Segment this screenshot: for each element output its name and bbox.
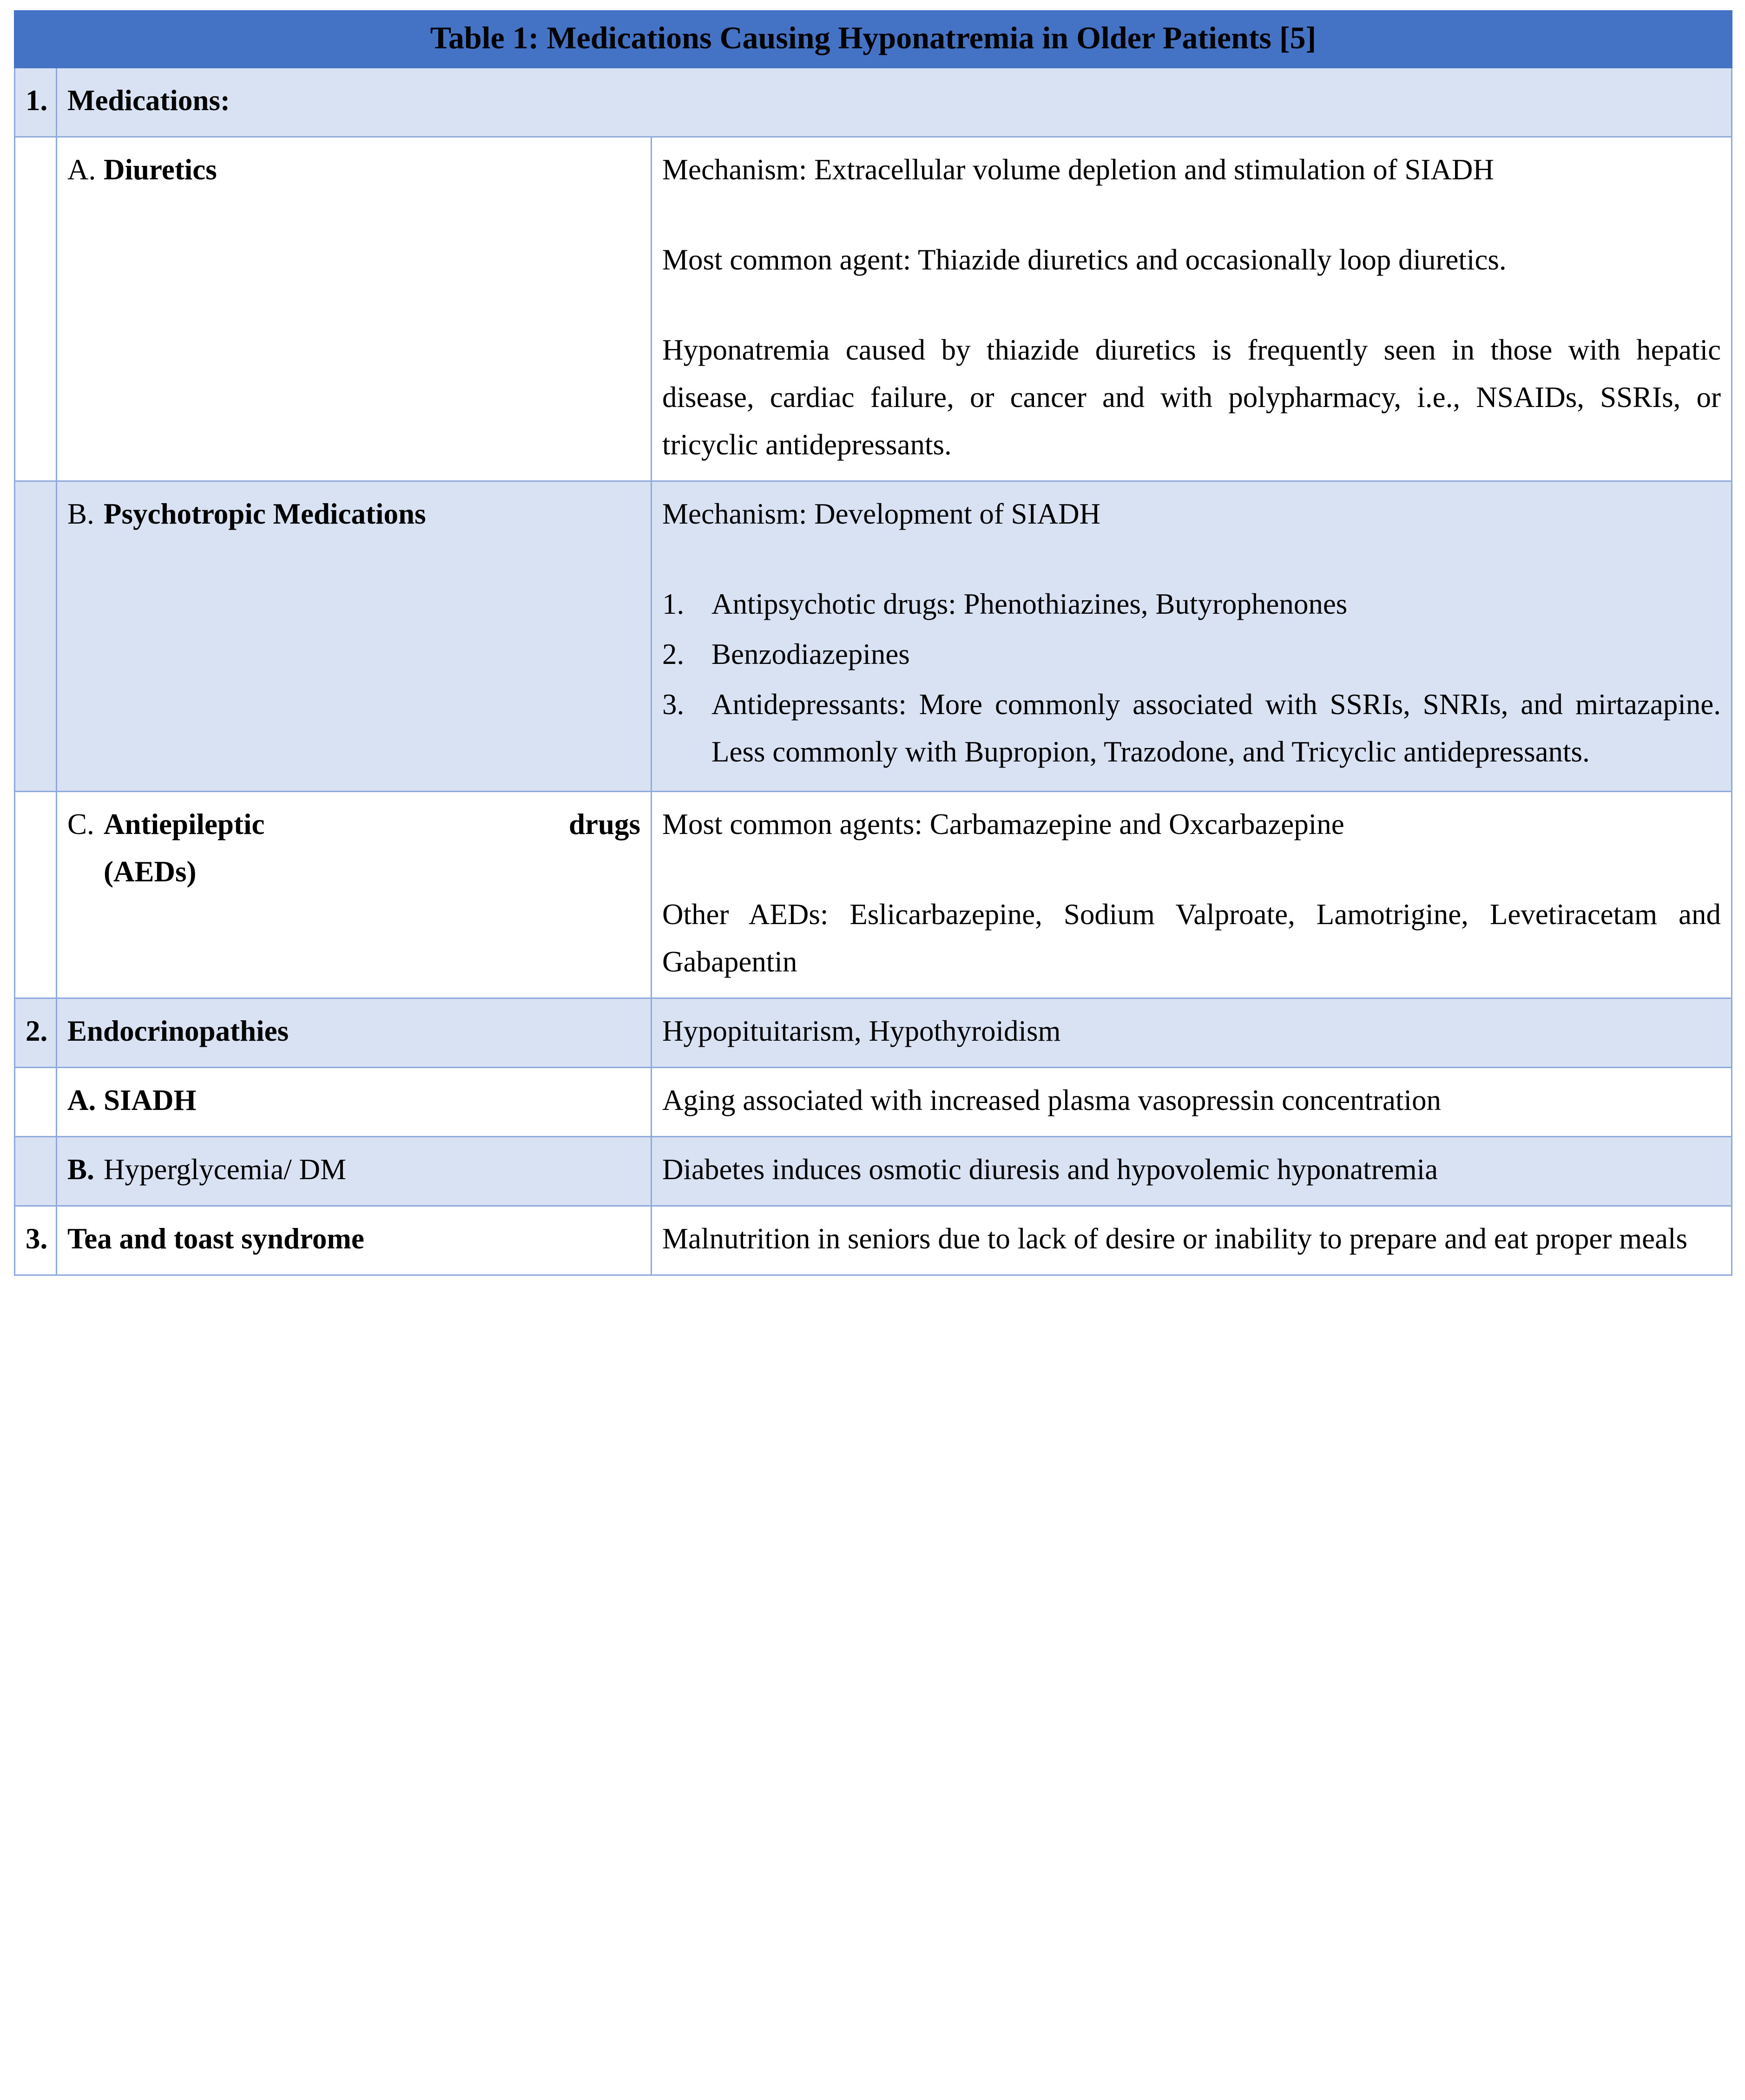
list-text-2: Benzodiazepines [711,638,910,671]
psychotropic-desc-cell [652,481,1732,791]
row-siadh [15,1067,1732,1136]
list-item [662,630,1721,678]
diuretics-para-2: Most common agent: Thiazide diuretics and occasionally loop diuretics. [662,243,1507,276]
row-psychotropic [15,481,1732,791]
aeds-para-1: Most common agents: Carbamazepine and Oxcarbazepine [662,807,1344,840]
section-2-desc: Hypopituitarism, Hypothyroidism [662,1014,1061,1047]
section-2-number: 2. [15,998,57,1067]
hyperglycemia-num-spacer [15,1136,57,1206]
siadh-label-cell [57,1067,652,1136]
aeds-label-cell [57,791,652,998]
section-2-label: Endocrinopathies [57,998,652,1067]
list-text-1: Antipsychotic drugs: Phenothiazines, Butyrophenones [711,588,1348,621]
diuretics-label-cell [57,137,652,481]
aeds-letter-spacer [67,848,104,895]
hyperglycemia-label-cell [57,1136,652,1206]
aeds-desc-cell [652,791,1732,998]
list-marker-3: 3. [662,688,685,721]
list-marker-1: 1. [662,588,685,621]
siadh-desc-cell [652,1067,1732,1136]
row-diuretics [15,137,1732,481]
section-1-number: 1. [15,68,57,137]
section-1-label: Medications: [57,68,1732,137]
section-1-row [15,68,1732,137]
section-3-label: Tea and toast syndrome [57,1206,652,1275]
hyperglycemia-desc: Diabetes induces osmotic diuresis and hypovolemic hyponatremia [662,1153,1438,1186]
row-tea-and-toast [15,1206,1732,1275]
diuretics-para-3: Hyponatremia caused by thiazide diuretics is frequently seen in those with hepatic disease, cardiac failure, or cancer and with polypharmacy, i.e., NSAIDs, SSRIs, or tricyclic antidepressants. [662,334,1721,461]
siadh-desc: Aging associated with increased plasma vasopressin concentration [662,1083,1441,1116]
row-aeds [15,791,1732,998]
list-marker-2: 2. [662,638,685,671]
section-3-desc: Malnutrition in seniors due to lack of desire or inability to prepare and eat proper meals [662,1222,1688,1255]
hyperglycemia-desc-cell [652,1136,1732,1206]
row-hyperglycemia [15,1136,1732,1206]
hyperglycemia-label: Hyperglycemia/ DM [104,1153,346,1186]
psychotropic-list [662,580,1721,775]
section-3-number: 3. [15,1206,57,1275]
paragraph-gap [662,193,1721,236]
hyperglycemia-letter: B. [67,1153,94,1186]
row-endocrinopathies [15,998,1732,1067]
paragraph-gap [662,848,1721,891]
aeds-letter: C. [67,807,94,840]
diuretics-label: Diuretics [104,153,217,186]
aeds-num-spacer [15,791,57,998]
siadh-label: SIADH [104,1083,197,1116]
psychotropic-mechanism: Mechanism: Development of SIADH [662,498,1101,531]
psychotropic-letter: B. [67,498,94,531]
psychotropic-num-spacer [15,481,57,791]
medications-table [14,10,1732,1276]
section-2-desc-cell [652,998,1732,1067]
psychotropic-label-cell [57,481,652,791]
aeds-label-2: (AEDs) [104,855,197,888]
aeds-para-2: Other AEDs: Eslicarbazepine, Sodium Valproate, Lamotrigine, Levetiracetam and Gabapentin [662,898,1721,978]
psychotropic-label: Psychotropic Medications [104,498,426,531]
siadh-num-spacer [15,1067,57,1136]
diuretics-letter: A. [67,153,96,186]
list-item [662,681,1721,775]
siadh-letter: A. [67,1083,96,1116]
list-text-3: Antidepressants: More commonly associated with SSRIs, SNRIs, and mirtazapine. Less commonly with Bupropion, Trazodone, and Tricyclic antidepressants. [711,688,1721,768]
list-item [662,580,1721,628]
paragraph-gap [662,283,1721,326]
section-3-desc-cell [652,1206,1732,1275]
diuretics-para-1: Mechanism: Extracellular volume depletion and stimulation of SIADH [662,153,1494,186]
table-title: Table 1: Medications Causing Hyponatremia in Older Patients [5] [15,11,1732,68]
diuretics-desc-cell [652,137,1732,481]
diuretics-num-spacer [15,137,57,481]
aeds-label: Antiepileptic drugs [104,807,640,840]
table-title-row [15,11,1732,68]
paragraph-gap [662,538,1721,580]
